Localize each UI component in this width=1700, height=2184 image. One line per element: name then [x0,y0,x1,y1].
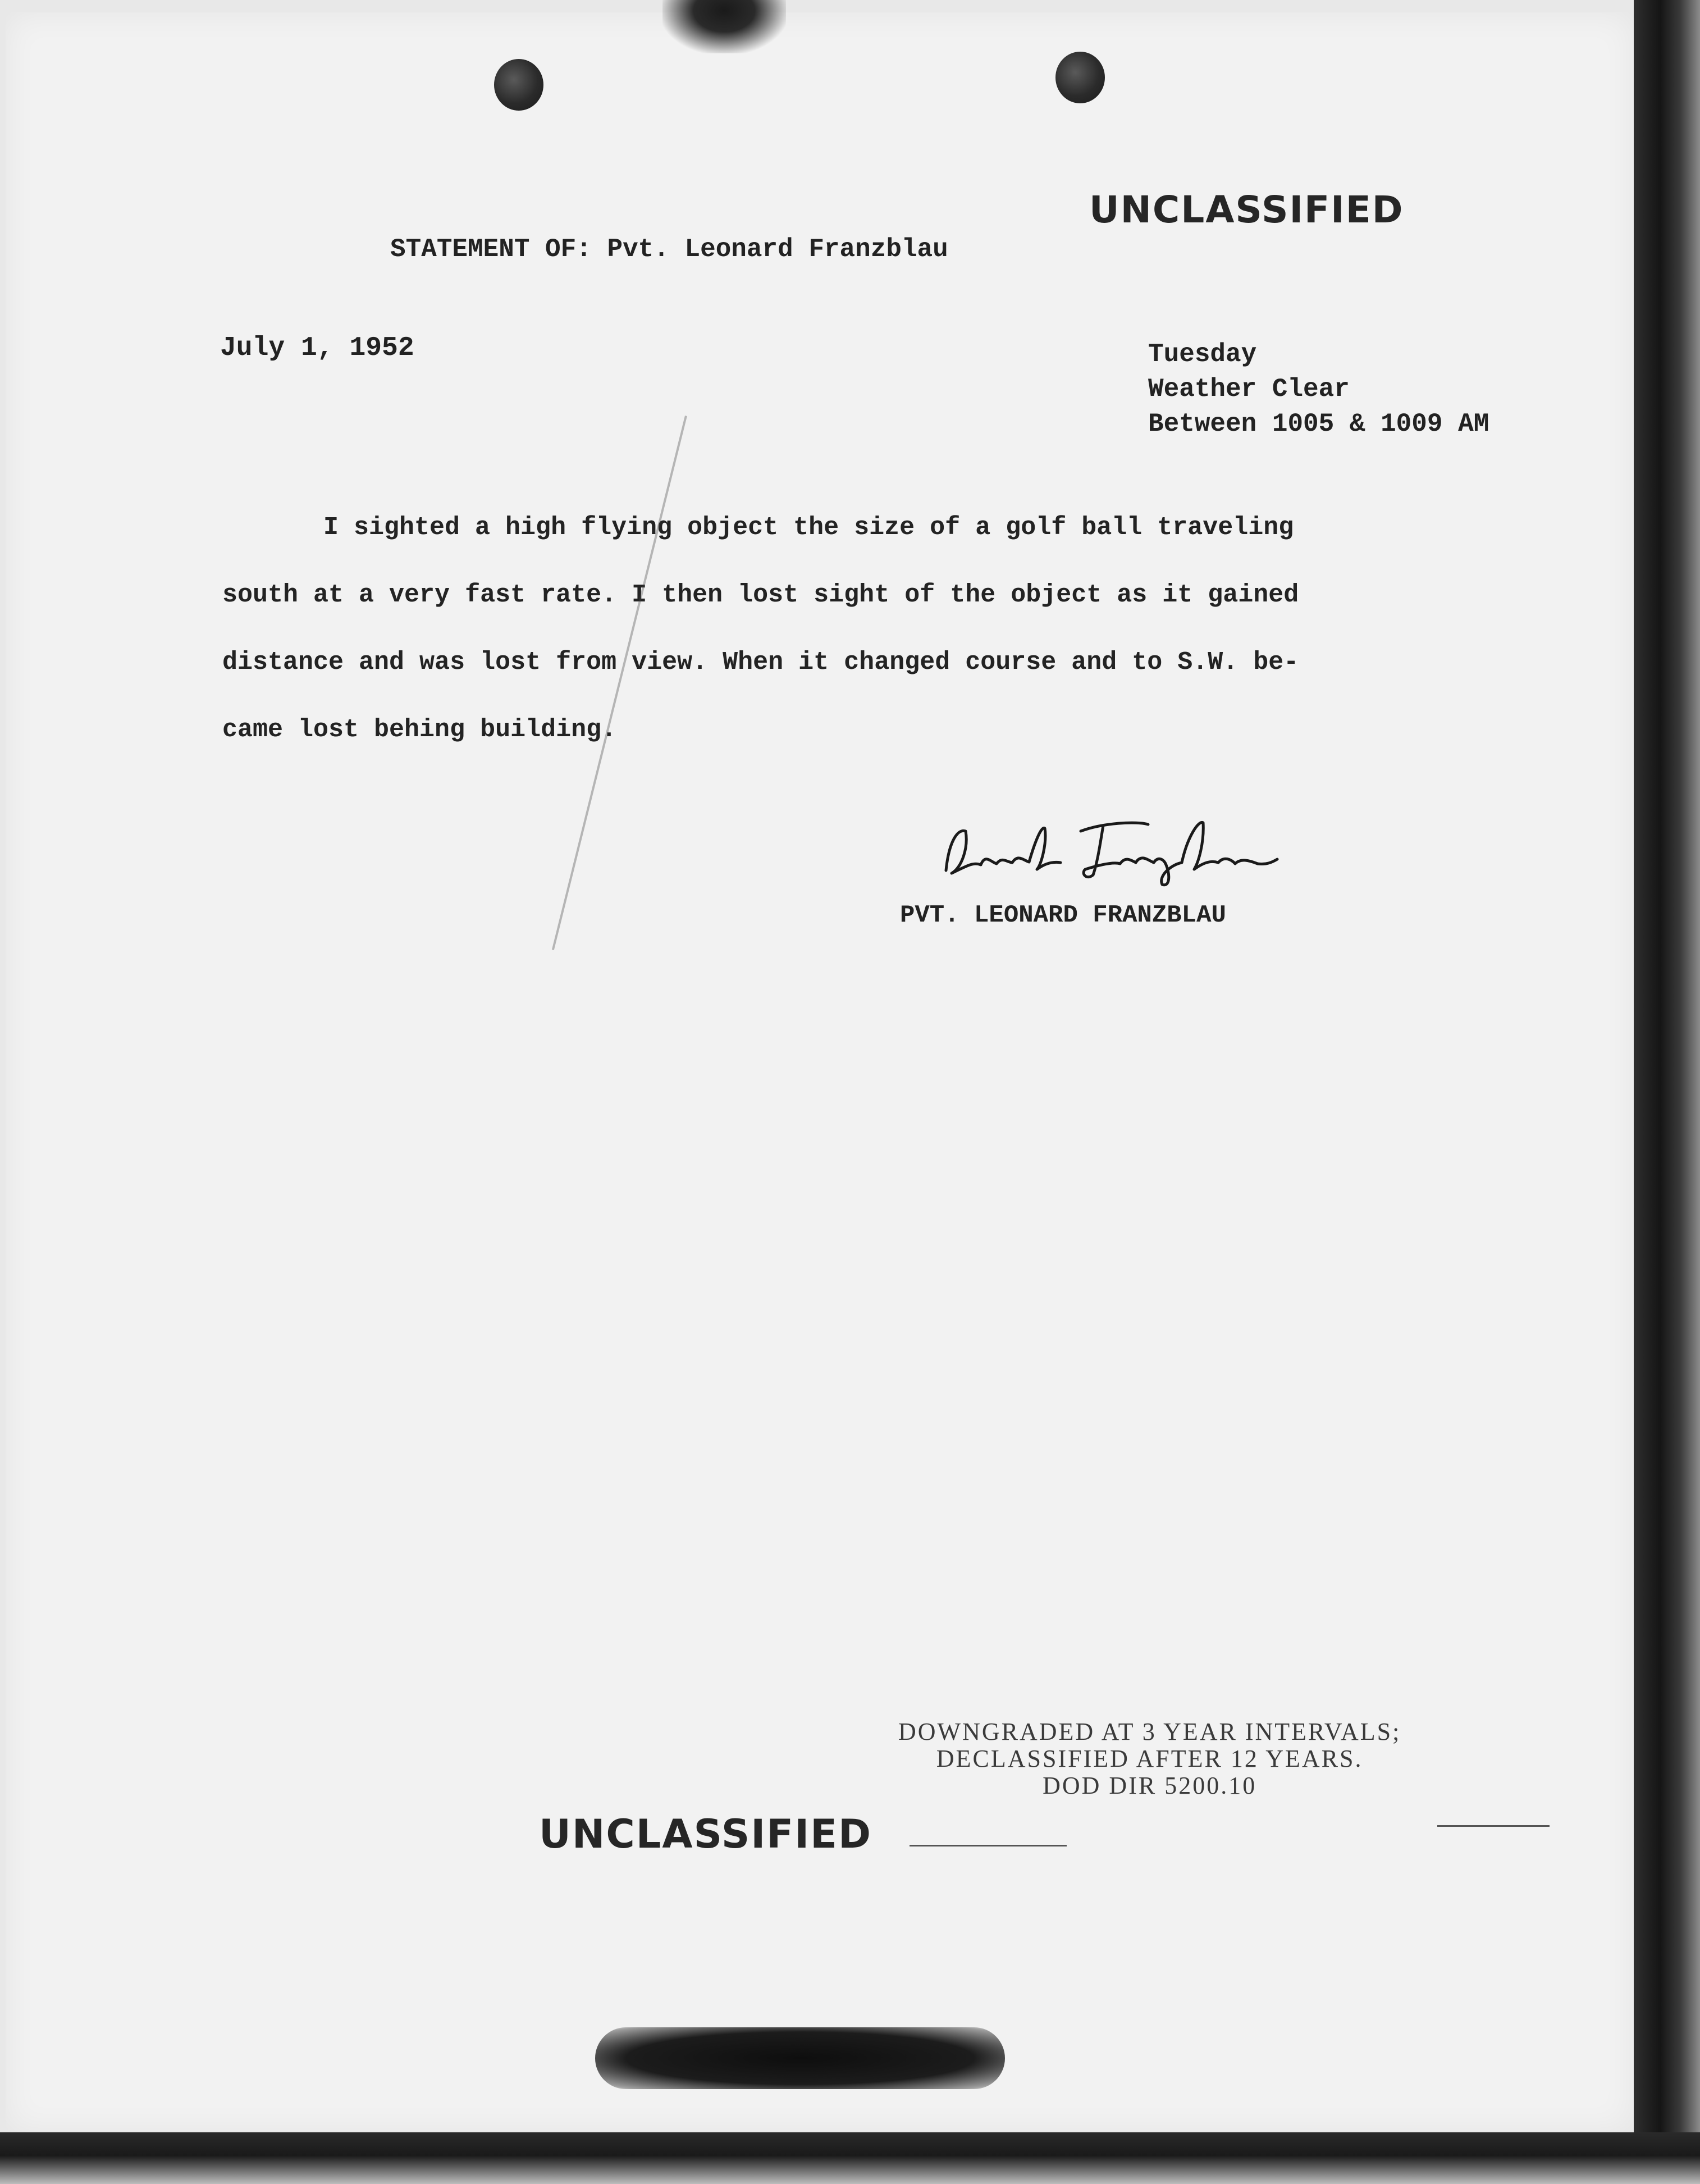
dash-line [1437,1825,1550,1827]
scan-right-edge [1634,0,1700,2184]
handwritten-signature [935,809,1283,893]
downgrade-line: DECLASSIFIED AFTER 12 YEARS. [936,1745,1363,1772]
statement-header: STATEMENT OF: Pvt. Leonard Franzblau [390,235,948,264]
classification-stamp-bottom: UNCLASSIFIED [539,1811,872,1857]
weather-condition: Weather Clear [1148,375,1350,404]
observation-conditions [1148,337,1489,441]
day-of-week: Tuesday [1148,340,1257,369]
body-line: distance and was lost from view. When it changed course and to S.W. be- [222,648,1299,677]
downgrade-stamp [898,1718,1401,1799]
statement-date: July 1, 1952 [220,333,414,363]
signer-name: PVT. LEONARD FRANZBLAU [900,901,1226,929]
classification-stamp-top: UNCLASSIFIED [1089,188,1404,231]
body-line: south at a very fast rate. I then lost sight of the object as it gained [222,581,1299,609]
punch-hole-left [494,59,543,111]
scan-bottom-edge [0,2132,1700,2184]
redaction-mark [595,2027,1005,2089]
body-line: came lost behing building. [222,715,617,744]
dash-line [910,1845,1067,1846]
punch-hole-right [1055,52,1105,103]
observation-time: Between 1005 & 1009 AM [1148,409,1489,439]
statement-body [222,494,1480,764]
downgrade-line: DOWNGRADED AT 3 YEAR INTERVALS; [898,1718,1401,1745]
top-smudge [662,0,786,53]
body-line: I sighted a high flying object the size of a golf ball traveling [323,513,1294,542]
downgrade-line: DOD DIR 5200.10 [1043,1772,1257,1799]
